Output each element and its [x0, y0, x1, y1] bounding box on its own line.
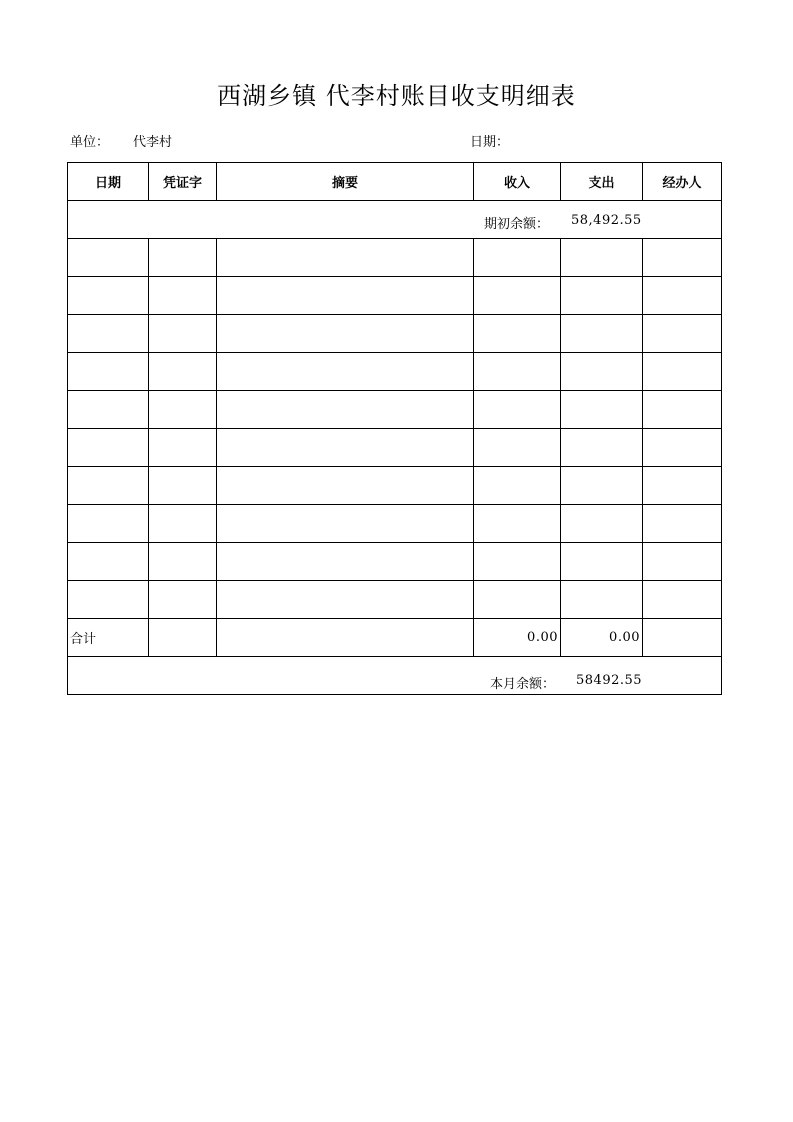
table-cell — [643, 315, 722, 353]
table-row — [68, 353, 722, 391]
table-cell — [474, 467, 561, 505]
table-cell — [217, 353, 474, 391]
opening-balance-row — [68, 201, 722, 239]
column-header-income: 收入 — [474, 163, 561, 201]
table-cell — [217, 239, 474, 277]
table-cell — [643, 239, 722, 277]
table-cell — [149, 353, 217, 391]
table-cell — [68, 429, 149, 467]
table-cell — [217, 315, 474, 353]
table-cell — [474, 391, 561, 429]
table-cell — [561, 239, 643, 277]
table-cell — [474, 239, 561, 277]
table-row — [68, 505, 722, 543]
table-cell — [474, 353, 561, 391]
table-cell — [643, 505, 722, 543]
table-cell — [149, 543, 217, 581]
table-cell — [561, 467, 643, 505]
table-cell — [474, 429, 561, 467]
table-cell — [561, 429, 643, 467]
column-header-handler: 经办人 — [643, 163, 722, 201]
ledger-table — [67, 162, 722, 695]
table-cell — [561, 543, 643, 581]
column-header-date: 日期 — [68, 163, 149, 201]
table-cell — [474, 277, 561, 315]
total-row — [68, 619, 722, 657]
table-cell — [68, 581, 149, 619]
table-cell — [149, 429, 217, 467]
table-cell — [217, 543, 474, 581]
table-cell — [217, 467, 474, 505]
table-cell — [643, 429, 722, 467]
total-cell — [149, 619, 217, 657]
total-expense: 0.00 — [561, 619, 643, 657]
table-cell — [643, 581, 722, 619]
unit-label: 单位： — [70, 135, 110, 150]
table-cell — [561, 581, 643, 619]
table-cell — [561, 391, 643, 429]
table-cell — [149, 391, 217, 429]
total-label: 合计 — [68, 619, 149, 657]
unit-value: 代李村 — [133, 135, 173, 150]
closing-balance-cell — [68, 657, 722, 695]
opening-balance-cell — [68, 201, 722, 239]
table-cell — [643, 353, 722, 391]
table-cell — [149, 239, 217, 277]
opening-balance-value: 58,492.55 — [571, 213, 642, 228]
table-cell — [474, 543, 561, 581]
table-cell — [217, 581, 474, 619]
opening-balance-label: 期初余额： — [484, 217, 550, 232]
table-row — [68, 581, 722, 619]
table-cell — [149, 467, 217, 505]
table-cell — [217, 391, 474, 429]
table-row — [68, 239, 722, 277]
entry-rows — [68, 239, 722, 619]
total-cell — [643, 619, 722, 657]
table-cell — [474, 315, 561, 353]
table-row — [68, 315, 722, 353]
header-row — [68, 163, 722, 201]
table-cell — [561, 315, 643, 353]
table-cell — [149, 277, 217, 315]
table-cell — [68, 467, 149, 505]
table-cell — [474, 581, 561, 619]
column-header-summary: 摘要 — [217, 163, 474, 201]
table-cell — [68, 239, 149, 277]
table-cell — [68, 277, 149, 315]
table-cell — [643, 467, 722, 505]
table-cell — [643, 391, 722, 429]
table-cell — [561, 505, 643, 543]
table-cell — [643, 277, 722, 315]
table-cell — [561, 277, 643, 315]
table-cell — [68, 353, 149, 391]
table-cell — [561, 353, 643, 391]
table-cell — [68, 543, 149, 581]
table-row — [68, 391, 722, 429]
document-title: 西湖乡镇 代李村账目收支明细表 — [217, 82, 576, 110]
closing-balance-row — [68, 657, 722, 695]
table-cell — [68, 391, 149, 429]
date-label: 日期： — [470, 135, 510, 150]
column-header-voucher: 凭证字 — [149, 163, 217, 201]
closing-balance-value: 58492.55 — [576, 673, 643, 688]
table-cell — [217, 429, 474, 467]
table-cell — [149, 505, 217, 543]
table-cell — [149, 581, 217, 619]
table-row — [68, 543, 722, 581]
table-cell — [68, 315, 149, 353]
table-cell — [217, 505, 474, 543]
total-cell — [217, 619, 474, 657]
total-income: 0.00 — [474, 619, 561, 657]
table-cell — [474, 505, 561, 543]
table-cell — [149, 315, 217, 353]
closing-balance-label: 本月余额： — [490, 677, 556, 692]
column-header-expense: 支出 — [561, 163, 643, 201]
table-row — [68, 277, 722, 315]
table-row — [68, 467, 722, 505]
table-cell — [68, 505, 149, 543]
table-row — [68, 429, 722, 467]
table-cell — [217, 277, 474, 315]
table-cell — [643, 543, 722, 581]
